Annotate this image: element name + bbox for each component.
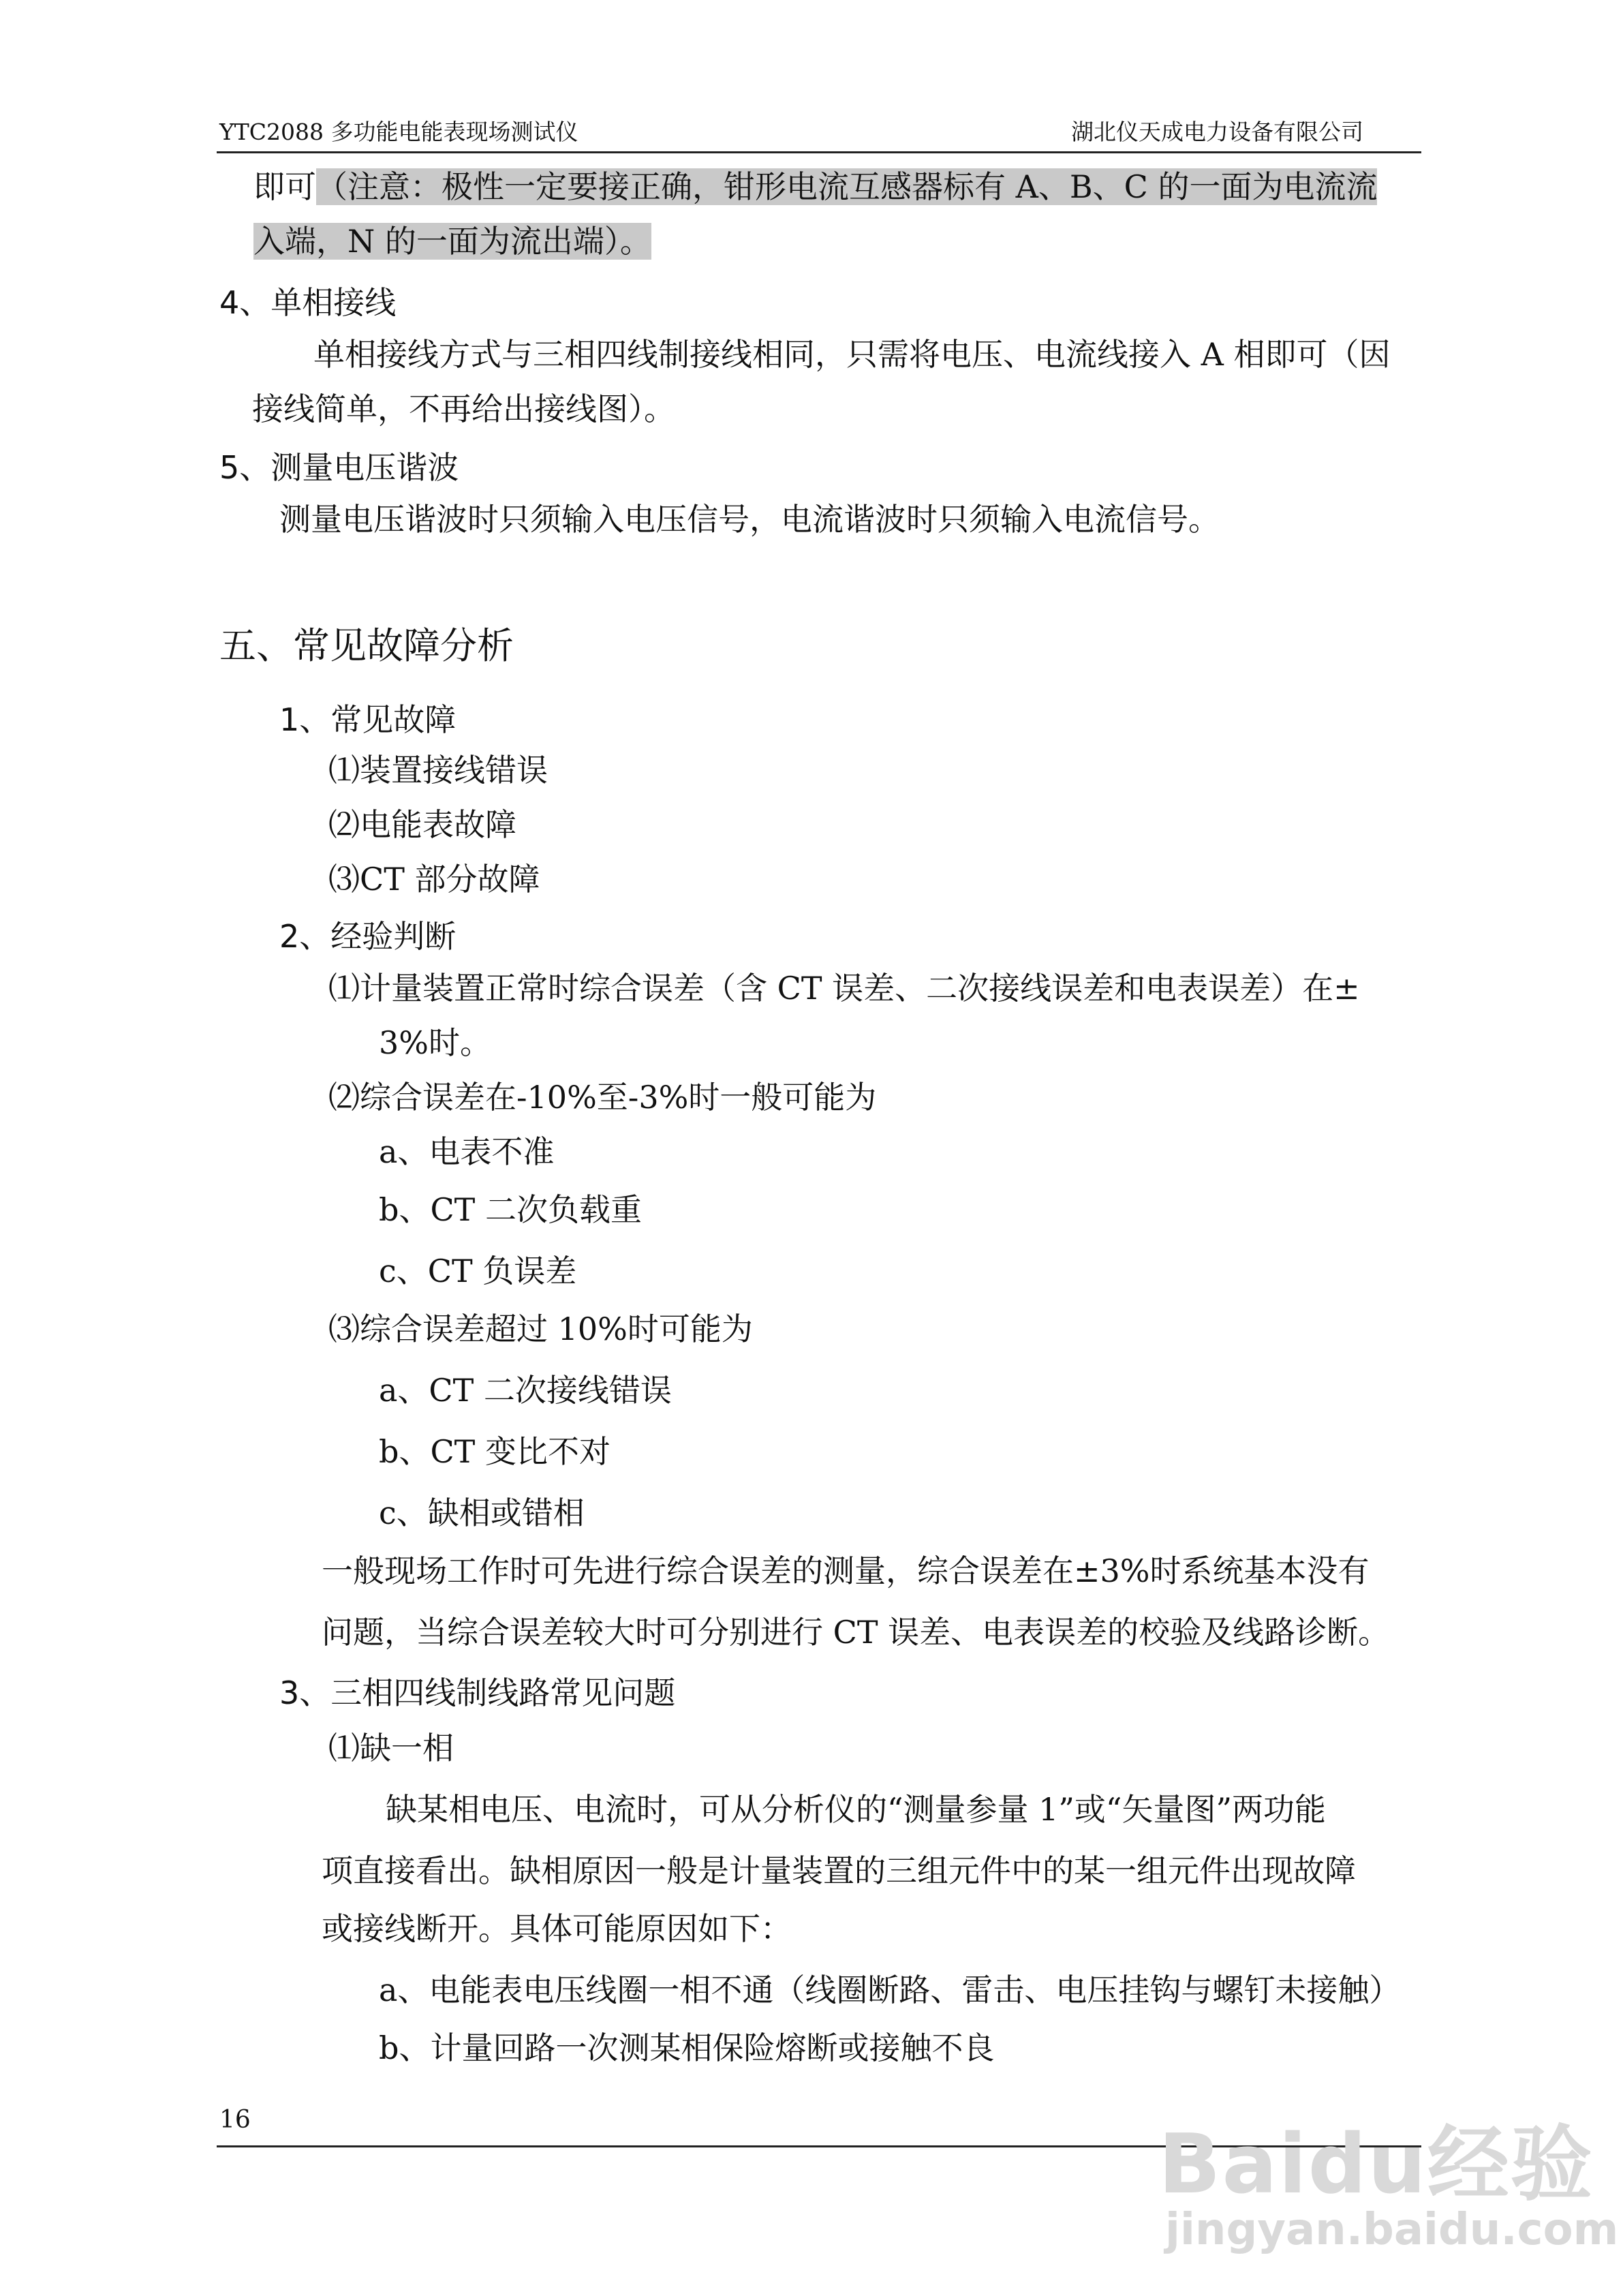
- chapter-title: 五、常见故障分析: [219, 624, 514, 667]
- three-phase-heading: 3、三相四线制线路常见问题: [279, 1674, 676, 1711]
- judgement-heading: 2、经验判断: [279, 918, 457, 955]
- judgement-item-3a: a、CT 二次接线错误: [379, 1372, 672, 1409]
- fault-item-2: ⑵电能表故障: [328, 806, 516, 843]
- three-phase-cause-a: a、电能表电压线圈一相不通（线圈断路、雷击、电压挂钩与螺钉未接触）: [379, 1972, 1401, 2008]
- fault-item-3: ⑶CT 部分故障: [328, 861, 540, 898]
- section-4-para-line-1: 单相接线方式与三相四线制接线相同，只需将电压、电流线接入 A 相即可（因: [313, 336, 1391, 373]
- judgement-item-2b: b、CT 二次负载重: [379, 1191, 642, 1228]
- section-4-heading: 4、单相接线: [219, 284, 397, 321]
- three-phase-para-line-1: 缺某相电压、电流时，可从分析仪的“测量参量 1”或“矢量图”两功能: [386, 1791, 1326, 1828]
- three-phase-cause-b: b、计量回路一次测某相保险熔断或接触不良: [379, 2030, 995, 2066]
- judgement-item-2: ⑵综合误差在-10%至-3%时一般可能为: [328, 1079, 877, 1116]
- watermark-url: jingyan.baidu.com: [1165, 2205, 1619, 2255]
- faults-heading: 1、常见故障: [279, 701, 457, 738]
- header-rule: [217, 151, 1421, 153]
- judgement-item-3b: b、CT 变比不对: [379, 1433, 610, 1470]
- three-phase-item-1: ⑴缺一相: [328, 1730, 454, 1766]
- fault-item-1: ⑴装置接线错误: [328, 752, 548, 789]
- section-4-para-line-2: 接线简单，不再给出接线图）。: [252, 391, 675, 427]
- judgement-para-line-1: 一般现场工作时可先进行综合误差的测量，综合误差在±3%时系统基本没有: [322, 1552, 1370, 1589]
- judgement-item-1-line-1: ⑴计量装置正常时综合误差（含 CT 误差、二次接线误差和电表误差）在±: [328, 970, 1360, 1007]
- note-highlight: （注意：极性一定要接正确，钳形电流互感器标有 A、B、C 的一面为电流流: [316, 168, 1378, 205]
- section-5-para: 测量电压谐波时只须输入电压信号，电流谐波时只须输入电流信号。: [279, 501, 1220, 538]
- judgement-item-1-line-2: 3%时。: [379, 1024, 491, 1061]
- judgement-item-2a: a、电表不准: [379, 1133, 555, 1170]
- judgement-para-line-2: 问题，当综合误差较大时可分别进行 CT 误差、电表误差的校验及线路诊断。: [322, 1614, 1390, 1651]
- three-phase-para-line-2: 项直接看出。缺相原因一般是计量装置的三组元件中的某一组元件出现故障: [322, 1852, 1356, 1889]
- baidu-jingyan-watermark-logo: Baidu经验: [1158, 2117, 1594, 2212]
- header-doc-title: YTC2088 多功能电能表现场测试仪: [219, 119, 578, 145]
- note-line-1: [253, 165, 1377, 209]
- section-5-heading: 5、测量电压谐波: [219, 449, 459, 486]
- header-company: 湖北仪天成电力设备有限公司: [1071, 119, 1363, 145]
- judgement-item-3: ⑶综合误差超过 10%时可能为: [328, 1311, 753, 1347]
- note-line-2: [253, 219, 651, 263]
- judgement-item-3c: c、缺相或错相: [379, 1495, 585, 1531]
- note-highlight-2: 入端，N 的一面为流出端）。: [253, 223, 651, 260]
- note-prefix: 即可: [253, 168, 316, 205]
- page-number: 16: [219, 2106, 251, 2134]
- three-phase-para-line-3: 或接线断开。具体可能原因如下：: [322, 1910, 792, 1947]
- judgement-item-2c: c、CT 负误差: [379, 1253, 577, 1289]
